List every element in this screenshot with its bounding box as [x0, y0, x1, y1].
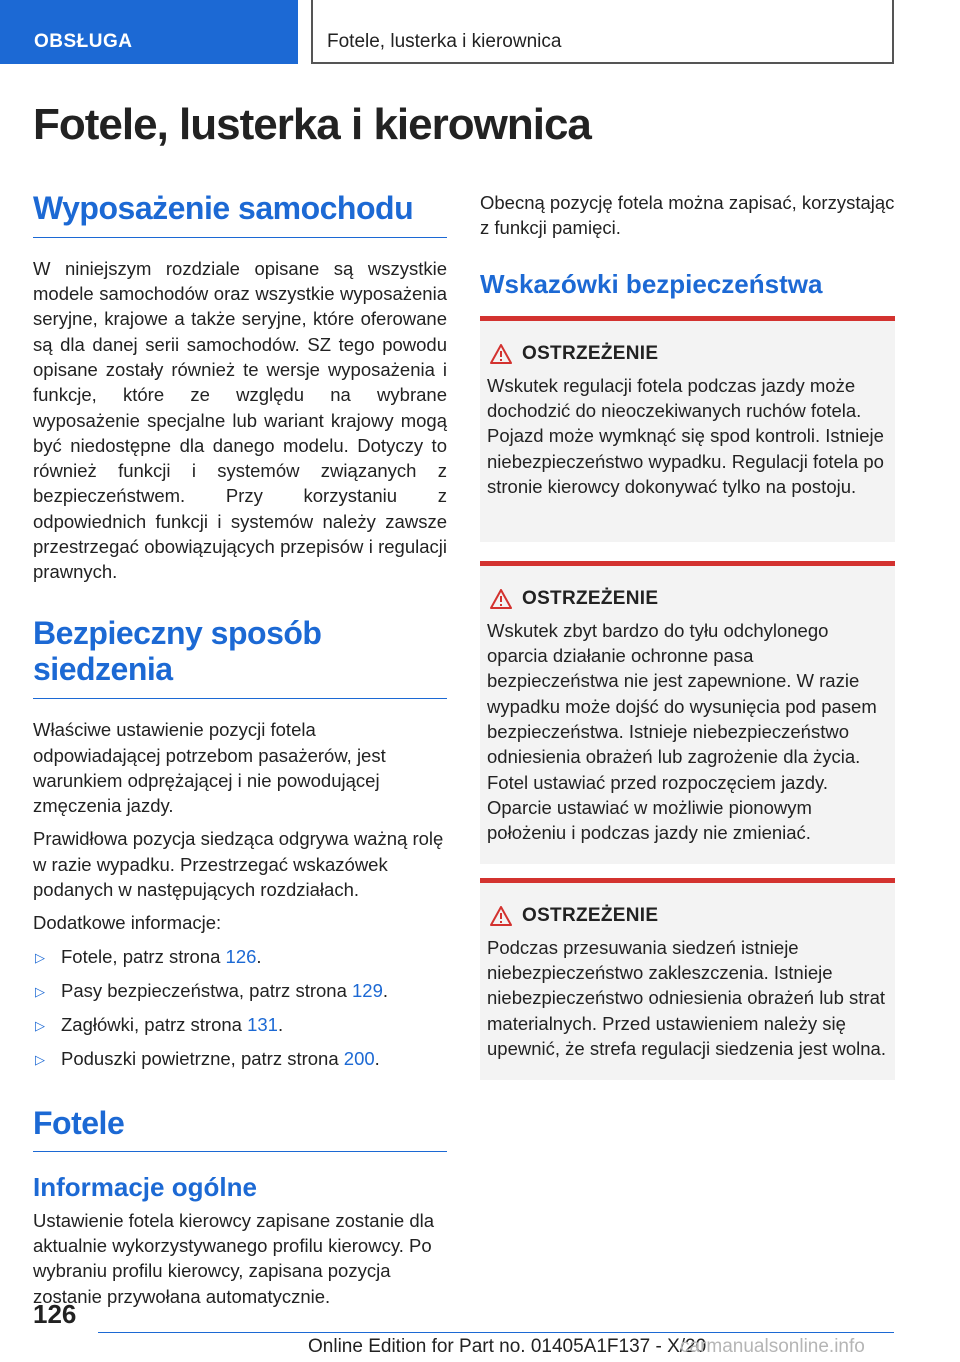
- warning-triangle-icon: [490, 906, 512, 926]
- heading-equipment: Wyposażenie samochodu: [33, 190, 447, 238]
- reference-list: [33, 944, 447, 1071]
- page-link-200[interactable]: 200: [343, 1047, 375, 1069]
- heading-seats: Fotele: [33, 1105, 447, 1153]
- warning-title: OSTRZEŻENIE: [522, 904, 659, 926]
- page-link-126[interactable]: 126: [225, 945, 257, 967]
- triangle-bullet-icon: ▷: [35, 1051, 45, 1067]
- watermark: carmanualsonline.info: [680, 1336, 865, 1357]
- triangle-bullet-icon: ▷: [35, 983, 45, 999]
- warning-title: OSTRZEŻENIE: [522, 587, 659, 609]
- warning-box-3: [480, 878, 895, 1080]
- sitting-text-1: Właściwe ustawienie pozycji fotela odpowiadającej potrzebom pasażerów, jest warunkiem odprężającej i nie powodującej zmęczenia jazdy.: [33, 719, 386, 817]
- edition-text: Online Edition for Part no. 01405A1F137 - X/20: [308, 1336, 707, 1357]
- warning-triangle-icon: [490, 344, 512, 364]
- warning-text: Podczas przesuwania siedzeń istnieje niebezpieczeństwo zakleszczenia. Istnieje niebezpieczeństwo odniesienia obrażeń lub strat materialnych. Przed ustawieniem należy się upewnić, że strefa regulacji siedzenia jest wolna.: [487, 936, 886, 1059]
- memory-intro: Obecną pozycję fotela można zapisać, korzystając z funkcji pamięci.: [480, 192, 895, 239]
- heading-sitting: Bezpieczny sposób siedzenia: [33, 615, 447, 700]
- right-column: [480, 190, 895, 1080]
- section-tab: [0, 0, 298, 64]
- triangle-bullet-icon: ▷: [35, 949, 45, 965]
- warning-text: Wskutek zbyt bardzo do tyłu odchylonego oparcia działanie ochronne pasa bezpieczeństwa nie jest zapewnione. W razie wypadku może dojść do wysunięcia pod pasem bezpieczeństwa. Istnieje niebezpieczeństwo odniesienia obrażeń lub zagrożenie dla życia. Fotel ustawiać przed rozpoczęciem jazdy. Oparcie ustawiać w możliwie pionowym położeniu i podczas jazdy nie zmieniać.: [487, 619, 877, 844]
- list-item: ▷ Poduszki powietrzne, patrz strona 200.: [33, 1046, 447, 1071]
- list-item: ▷ Zagłówki, patrz strona 131.: [33, 1012, 447, 1037]
- footer-divider: [98, 1332, 894, 1333]
- list-item: ▷ Fotele, patrz strona 126.: [33, 944, 447, 969]
- equipment-text: W niniejszym rozdziale opisane są wszystkie modele samochodów oraz wszystkie wyposażenia seryjne, krajowe a także seryjne, które oferowane są dla danej serii samochodów. SZ tego powodu opisane zostały również te wersje wyposażenia i funkcje, które ze względu na wybrane wyposażenie specjalne lub wariant krajowy mogą być niedostępne dla danego modelu. Dotyczy to również funkcji i systemów związanych z bezpieczeństwem. Przy korzystaniu z odpowiednich funkcji i systemów należy zawsze przestrzegać obowiązujących przepisów i regulacji prawnych.: [33, 257, 447, 583]
- sitting-text-2: Prawidłowa pozycja siedząca odgrywa ważną rolę w razie wypadku. Przestrzegać wskazówek podanych w następujących rozdziałach.: [33, 828, 444, 901]
- page-title: Fotele, lusterka i kierownica: [33, 100, 591, 149]
- chapter-title: Fotele, lusterka i kierownica: [327, 31, 562, 52]
- page-link-131[interactable]: 131: [247, 1013, 278, 1035]
- triangle-bullet-icon: ▷: [35, 1017, 45, 1033]
- warning-box-2: [480, 561, 895, 864]
- chapter-header: [311, 0, 894, 64]
- section-tab-label: OBSŁUGA: [34, 31, 133, 52]
- seats-text: Ustawienie fotela kierowcy zapisane zostanie dla aktualnie wykorzystywanego profilu kierowcy. Po wybraniu profilu kierowcy, zapisana pozycja zostanie przywołana automatycznie.: [33, 1209, 435, 1307]
- subheading-general: Informacje ogólne: [33, 1172, 257, 1203]
- page-number: 126: [33, 1299, 77, 1329]
- list-item: ▷ Pasy bezpieczeństwa, patrz strona 129.: [33, 978, 447, 1003]
- warning-text: Wskutek regulacji fotela podczas jazdy może dochodzić do nieoczekiwanych ruchów fotela. Pojazd może wymknąć się spod kontroli. Istnieje niebezpieczeństwo wypadku. Regulacji fotela po stronie kierowcy dokonywać tylko na postoju.: [487, 374, 884, 497]
- heading-safety: Wskazówki bezpieczeństwa: [480, 268, 823, 299]
- warning-box-1: [480, 316, 895, 542]
- warning-triangle-icon: [490, 589, 512, 609]
- left-column: [33, 190, 447, 1309]
- page-link-129[interactable]: 129: [352, 979, 383, 1001]
- warning-title: OSTRZEŻENIE: [522, 342, 659, 364]
- sitting-text-3: Dodatkowe informacje:: [33, 912, 222, 934]
